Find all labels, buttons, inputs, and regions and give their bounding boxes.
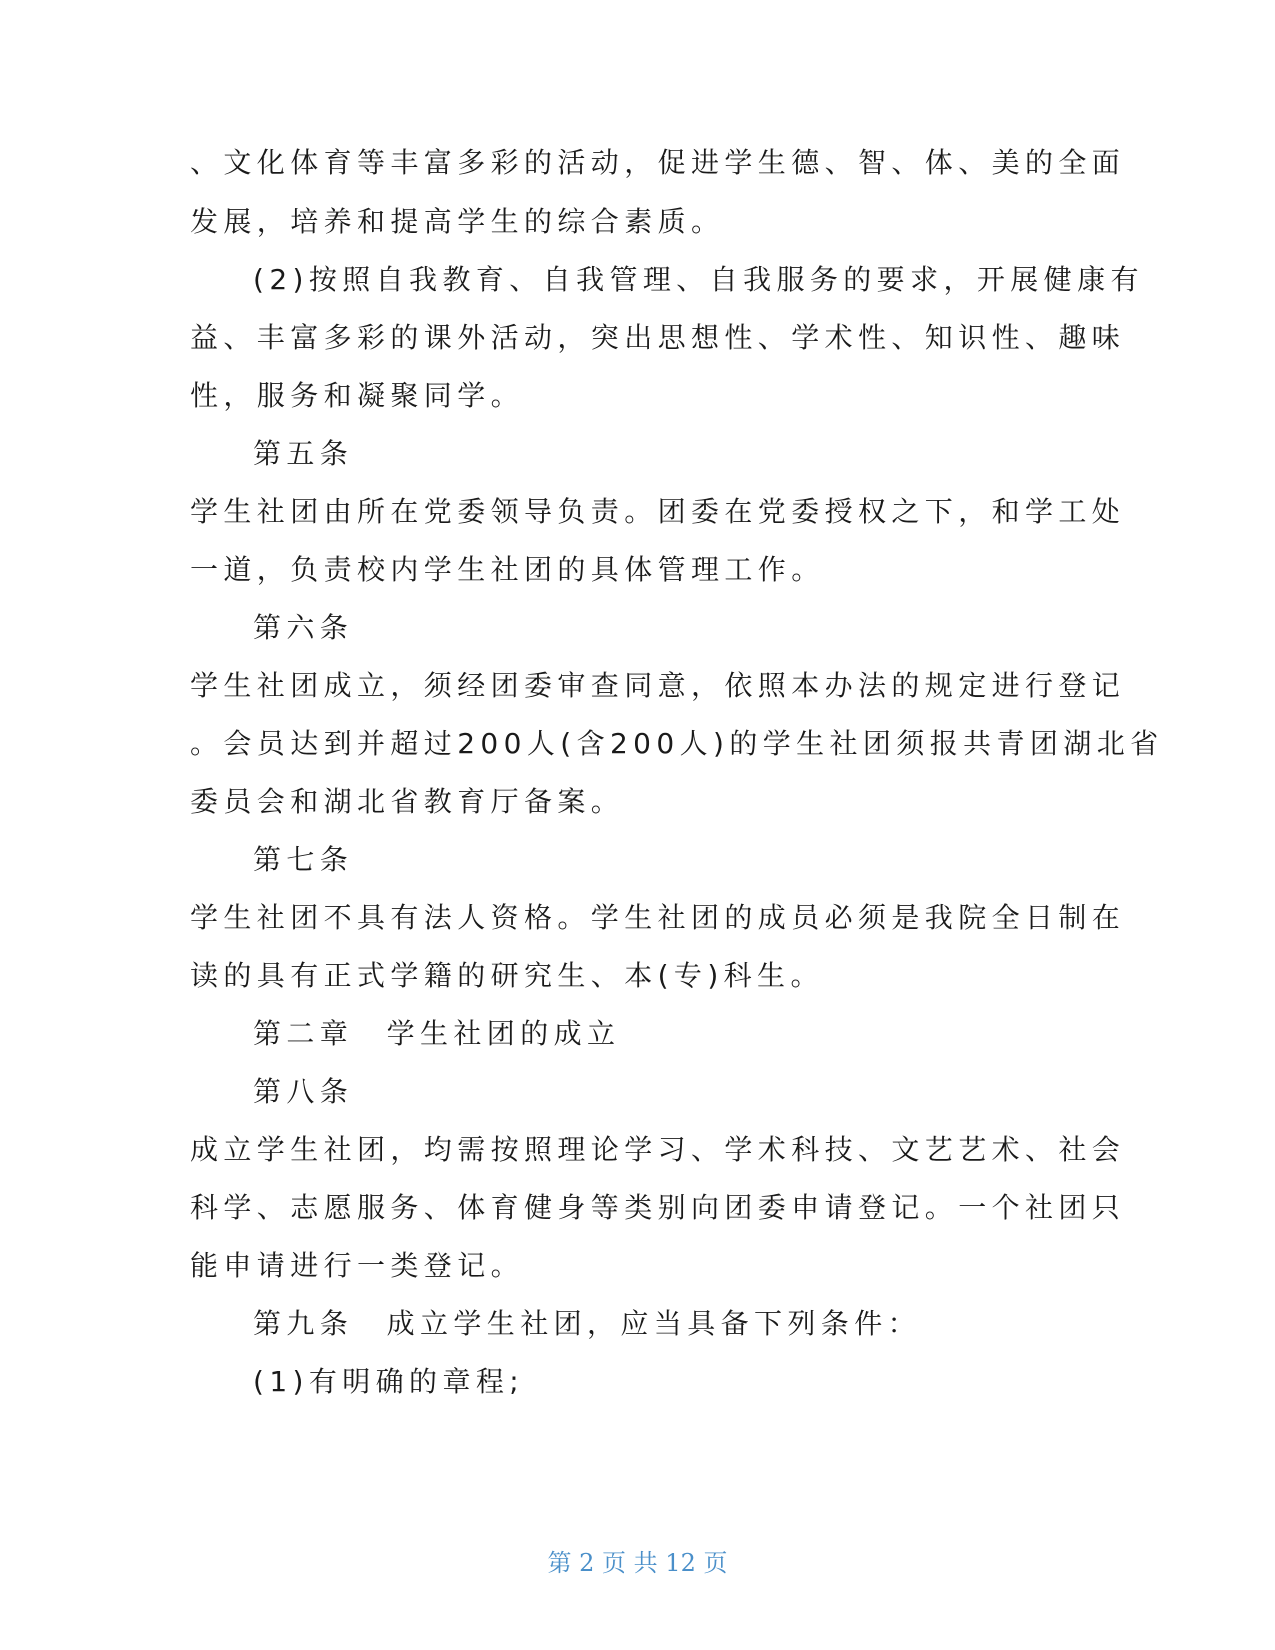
paragraph-line: 、文化体育等丰富多彩的活动，促进学生德、智、体、美的全面 (190, 146, 1126, 179)
paragraph-line: 。会员达到并超过200人(含200人)的学生社团须报共青团湖北省 (190, 727, 1164, 760)
chapter-heading: 第二章 学生社团的成立 (253, 1017, 621, 1050)
paragraph-line: 学生社团由所在党委领导负责。团委在党委授权之下，和学工处 (190, 495, 1126, 528)
paragraph-line: 读的具有正式学籍的研究生、本(专)科生。 (190, 959, 824, 992)
paragraph-line: 学生社团成立，须经团委审查同意，依照本办法的规定进行登记 (190, 669, 1126, 702)
paragraph-line: 成立学生社团，均需按照理论学习、学术科技、文艺艺术、社会 (190, 1133, 1126, 1166)
paragraph-line: (2)按照自我教育、自我管理、自我服务的要求，开展健康有 (253, 263, 1144, 296)
article-heading: 第五条 (253, 437, 354, 470)
paragraph-line: 科学、志愿服务、体育健身等类别向团委申请登记。一个社团只 (190, 1191, 1126, 1224)
article-heading: 第八条 (253, 1075, 354, 1108)
paragraph-line: 益、丰富多彩的课外活动，突出思想性、学术性、知识性、趣味 (190, 321, 1126, 354)
page-number: 第 2 页 共 12 页 (547, 1549, 728, 1577)
paragraph-line: 发展，培养和提高学生的综合素质。 (190, 205, 725, 238)
paragraph-line: 能申请进行一类登记。 (190, 1249, 525, 1282)
paragraph-line: 委员会和湖北省教育厅备案。 (190, 785, 625, 818)
article-heading: 第七条 (253, 843, 354, 876)
article-heading: 第九条 成立学生社团，应当具备下列条件： (253, 1307, 922, 1340)
paragraph-line: 一道，负责校内学生社团的具体管理工作。 (190, 553, 825, 586)
list-item: (1)有明确的章程; (253, 1365, 525, 1398)
article-heading: 第六条 (253, 611, 354, 644)
paragraph-line: 性，服务和凝聚同学。 (190, 379, 525, 412)
paragraph-line: 学生社团不具有法人资格。学生社团的成员必须是我院全日制在 (190, 901, 1126, 934)
